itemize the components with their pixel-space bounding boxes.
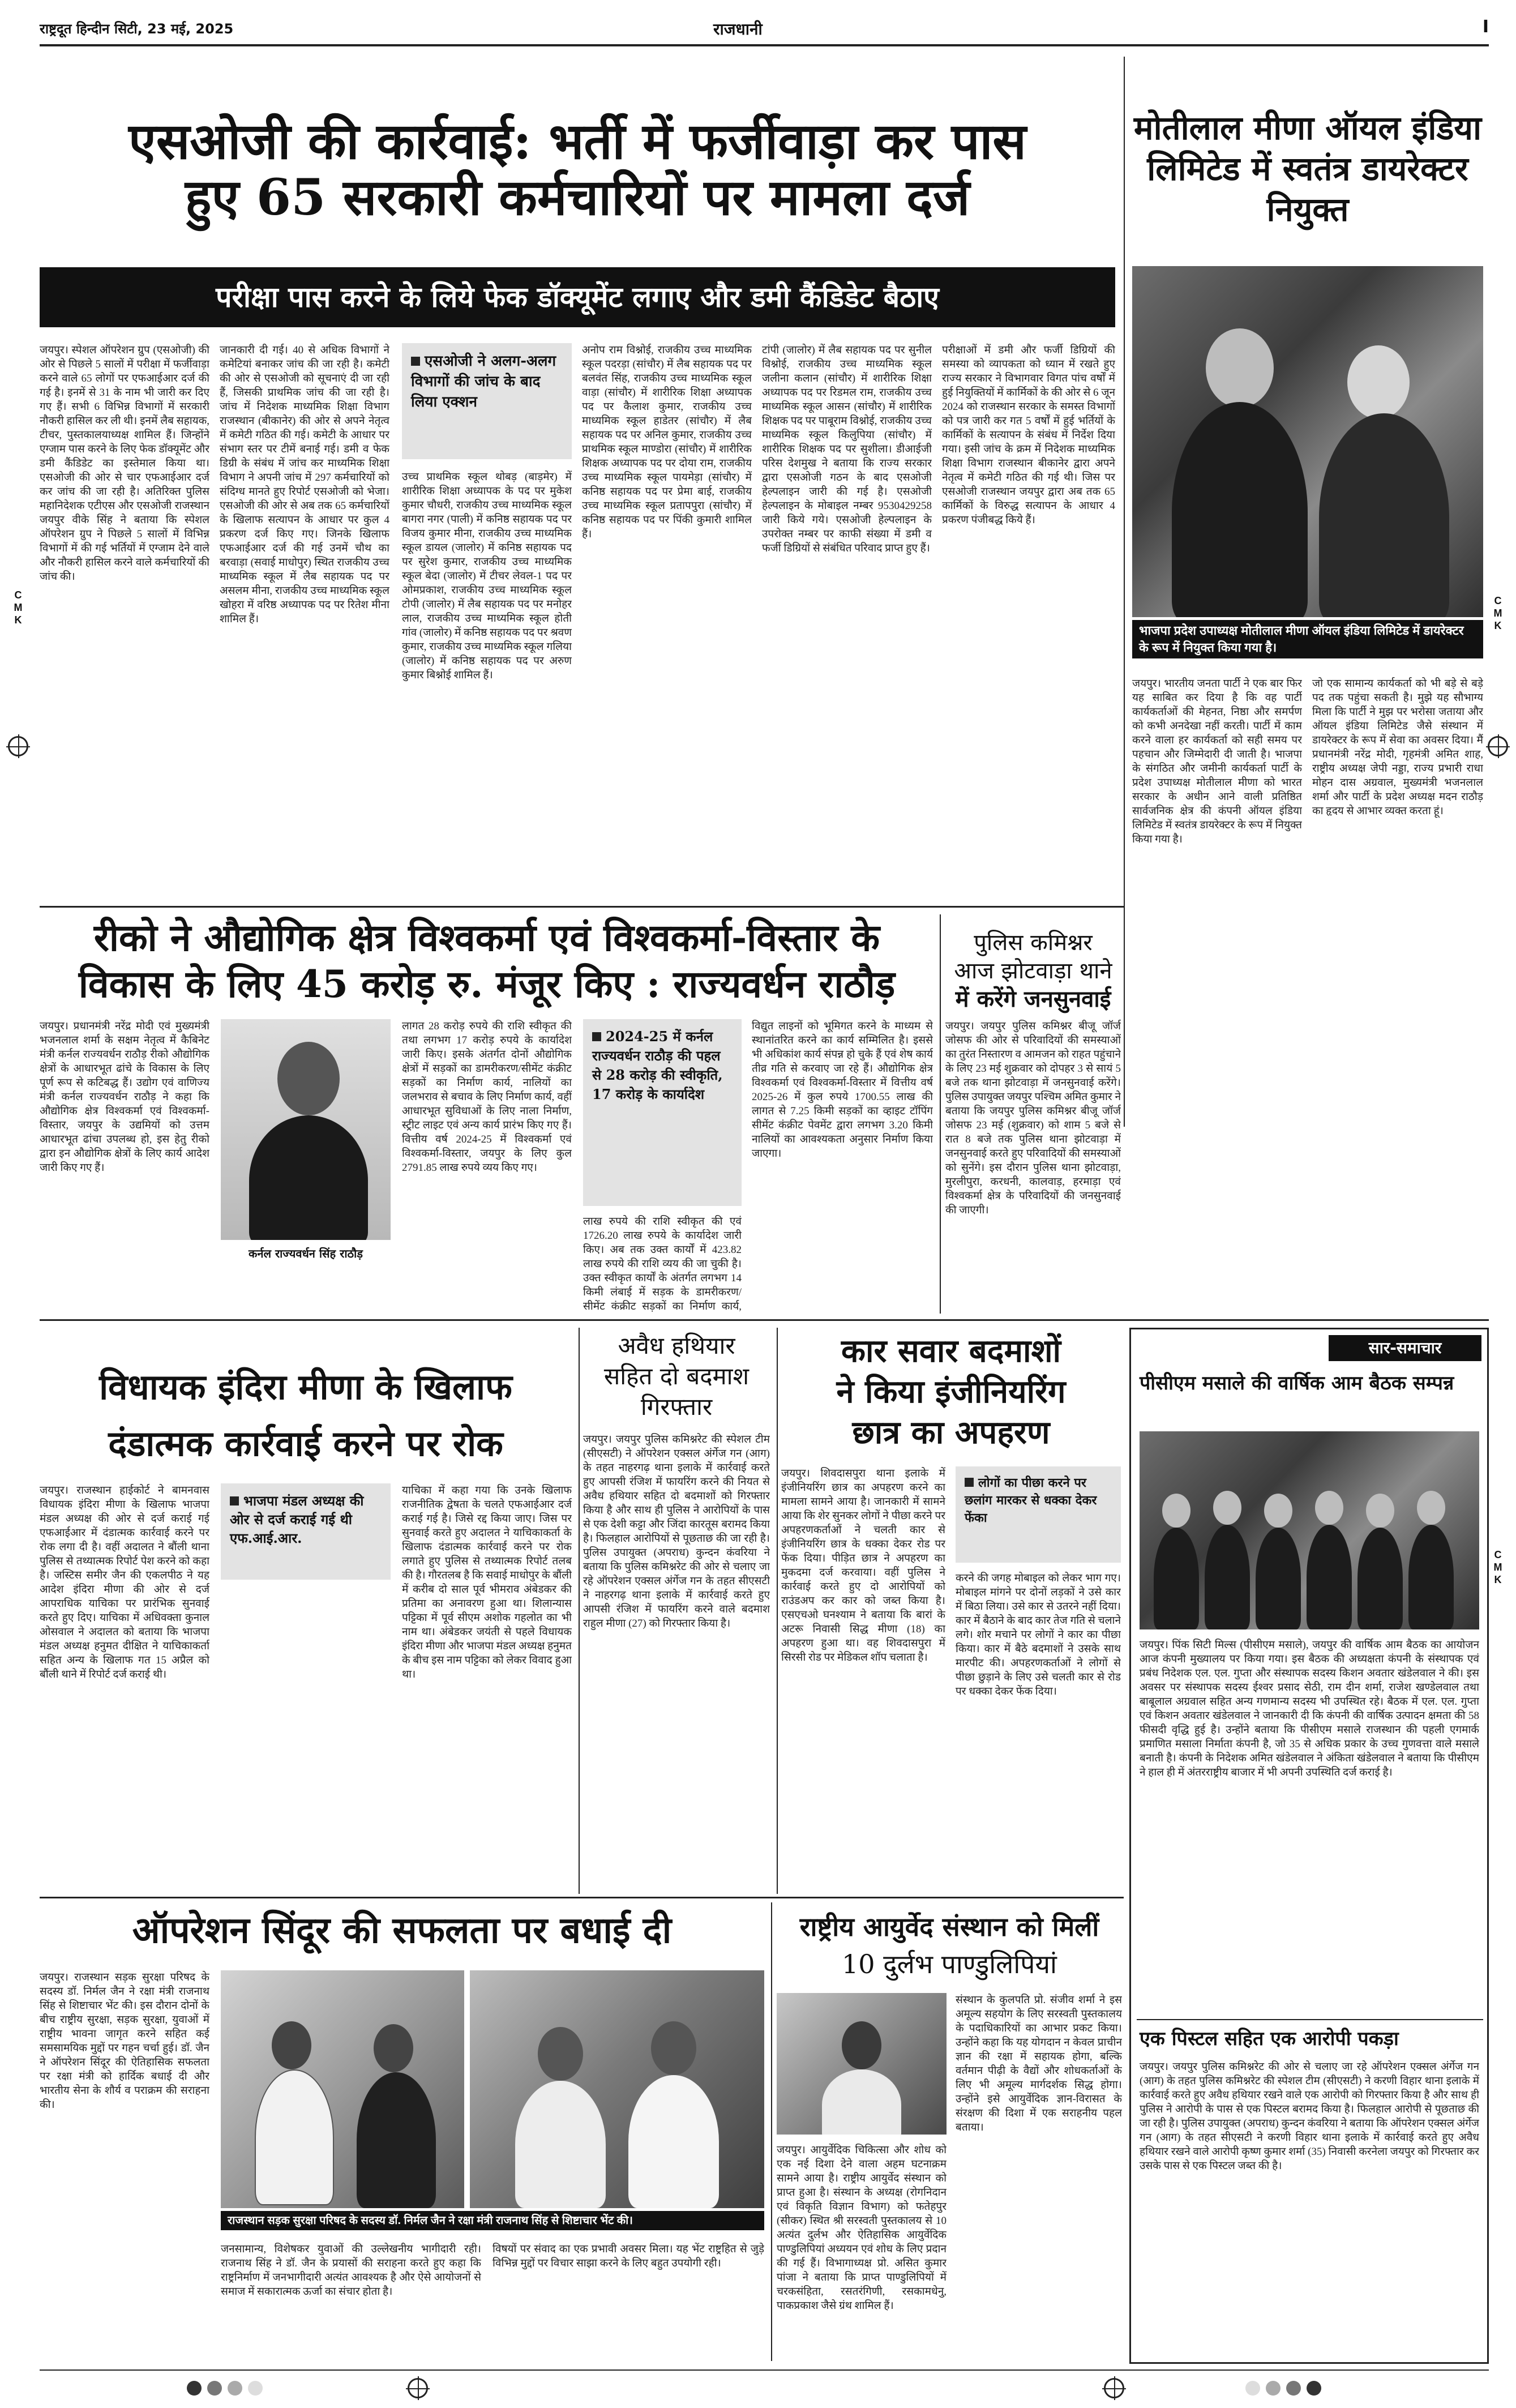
story3-col4: विद्युत लाइनों को भूमिगत करने के माध्यम से स्थानांतरित करने का कार्य सम्मिलित है। इससे भी अधिकांश कार्य संपन्न हो चुके हैं एवं शेष कार्य तीव्र गति से करवाए जा रहे हैं। औद्योगिक क्षेत्र विश्वकर्मा एवं विश्वकर्मा-विस्तार में वित्तीय वर्ष 2025-26 में कुल रुपये 1700.55 लाख की लागत से 7.25 किमी सड़कों का व्हाइट टॉपिंग सीमेंट कंक्रीट पेवमेंट द्वारा लगभग 3.20 किमी नालियों का आवश्यकता अनुसार निर्माण किया जाएगा। (752, 1020, 933, 1160)
registration-mark-right (1488, 736, 1508, 756)
sidebar-divider (1137, 2019, 1483, 2020)
story3-quote: 2024-25 में कर्नल राज्यवर्धन राठौड़ की पहल से 28 करोड़ की स्वीकृति, 17 करोड़ के कार्यादेश (583, 1019, 742, 1206)
story1-col4: अनोप राम विश्नोई, राजकीय उच्च माध्यमिक स्कूल पदरड़ा (सांचौर) में लैब सहायक पद पर बलवंत सिंह, राजकीय उच्च माध्यमिक स्कूल वाड़ा (सांचौर) में शारीरिक शिक्षा अध्यापक पद पर कैलाश कुमार, राजकीय उच्च माध्यमिक स्कूल हाडेतर (सांचौर) में लैब सहायक पद पर अनिल कुमार, राजकीय उच्च प्राथमिक स्कूल माण्डोरा (सांचौर) में शारीरिक शिक्षक अध्यापक पद पर दोया राम, राजकीय उच्च माध्यमिक स्कूल पायमेड़ा (सांचौर) में कनिष्ठ सहायक पद पर प्रेमा बाई, राजकीय उच्च माध्यमिक स्कूल प्रतापपुरा (सांचौर) में कनिष्ठ सहायक पद पर पिंकी कुमारी शामिल हैं। (582, 344, 752, 540)
story9-col1: जयपुर। आयुर्वेदिक चिकित्सा और शोध को एक नई दिशा देने वाला अहम घटनाक्रम सामने आया है। राष्ट्रीय आयुर्वेद संस्थान को प्राप्त हुआ है। संस्थान के अध्यक्ष (रोगनिदान एवं विकृति विज्ञान विभाग) को फतेहपुर (सीकर) स्थित श्री सरस्वती पुस्तकालय से 10 अत्यंत दुर्लभ और ऐतिहासिक आयुर्वेदिक पाण्डुलिपियां अध्ययन एवं शोध के लिए प्रदान की गई हैं। विभागाध्यक्ष प्रो. असित कुमार पांजा ने बताया कि प्राप्त पाण्डुलिपियों में चरकसंहिता, रसतरंगिणी, रसकामधेनु, पाकप्रकाश जैसे ग्रंथ शामिल हैं। (777, 2144, 947, 2312)
story9-photo (777, 1993, 947, 2135)
story8-photo-right (470, 1970, 764, 2208)
story5-headline: विधायक इंदिरा मीणा के खिलाफ दंडात्मक कार्रवाई करने पर रोक (99, 1366, 512, 1464)
section-rule-2 (40, 1319, 1489, 1321)
story1-col2: जानकारी दी गई। 40 से अधिक विभागों ने कमेटियां बनाकर जांच की जा रही है। कमेटी की ओर से एसओजी को सूचनाएं दी जा रही हैं, जिसकी प्राथमिक जांच की जा रही है। जांच में निदेशक माध्यमिक शिक्षा विभाग राजस्थान (बीकानेर) की ओर से अपने नेतृत्व में कमेटी गठित की गई। कमेटी के आधार पर संभाग स्तर पर टीमें बनाई गई। डमी व फेक डिग्री के संबंध में जांच कर माध्यमिक शिक्षा विभाग ने अपनी जांच में 297 कर्मचारियों को संदिग्ध मानते हुए रिपोर्ट एसओजी को भेजा। एसओजी की ओर से अब तक 65 कर्मचारियों के खिलाफ सत्यापन के आधार पर कुल 4 प्रकरण दर्ज किए गए। जिनके खिलाफ एफआईआर दर्ज की गई उनमें चौथ का बरवाड़ा (सवाई माधोपुर) स्थित राजकीय उच्च माध्यमिक स्कूल में लैब सहायक पद पर असलम मीना, राजकीय उच्च माध्यमिक स्कूल खोहरा में वरिष्ठ अध्यापक पद पर रितेश मीना शामिल हैं। (220, 344, 389, 625)
sidebar-item1-headline: पीसीएम मसाले की वार्षिक आम बैठक सम्पन्न (1140, 1372, 1454, 1395)
sidebar-label: सार-समाचार (1329, 1335, 1481, 1361)
story2-col1: जयपुर। भारतीय जनता पार्टी ने एक बार फिर यह साबित कर दिया है कि वह पार्टी कार्यकर्ताओं की मेहनत, निष्ठा और समर्पण को कभी अनदेखा नहीं करती। पार्टी में काम करने वाला हर कार्यकर्ता को सही समय पर पहचान और जिम्मेदारी दी जाती है। भाजपा के संगठित और जमीनी कार्यकर्ता पार्टी के प्रदेश उपाध्यक्ष मोतीलाल मीणा को भारत सरकार के अधीन आने वाली प्रतिष्ठित सार्वजनिक क्षेत्र की कंपनी ऑयल इंडिया लिमिटेड में स्वतंत्र डायरेक्टर के रूप में नियुक्त किया गया है। (1132, 678, 1302, 845)
story7-quote: लोगों का पीछा करने पर छलांग मारकर से धक्का देकर फेंका (956, 1466, 1121, 1563)
registration-mark-bottom-left (408, 2378, 428, 2398)
story3-photo (221, 1019, 391, 1240)
story4-body: जयपुर। जयपुर पुलिस कमिश्नर बीजू जॉर्ज जोसफ की ओर से परिवादियों की समस्याओं का तुरंत निस्तारण व आमजन को राहत पहुंचाने के लिए 23 मई शुक्रवार को दोपहर 3 से सायं 5 बजे तक थाना झोटवाड़ा में जनसुनवाई करेंगे। पुलिस उपायुक्त जयपुर पश्चिम अमित कुमार ने बताया कि जयपुर पुलिस कमिश्नर बीजू जॉर्ज जोसफ 23 मई (शुक्रवार) को शाम 5 बजे से रात 8 बजे तक पुलिस थाना झोटवाड़ा में जनसुनवाई करते हुए परिवादियों की समस्याओं को सुनेंगे। इस दौरान पुलिस थाना झोटवाड़ा, मुरलीपुरा, करधनी, कालवाड़, हरमाड़ा एवं विश्वकर्मा क्षेत्र के परिवादियों की जनसुनवाई की जाएगी। (945, 1020, 1121, 1216)
vertical-rule-c (771, 1902, 772, 2361)
story5-col1: जयपुर। राजस्थान हाईकोर्ट ने बामनवास विधायक इंदिरा मीणा के खिलाफ भाजपा मंडल अध्यक्ष की ओर से दर्ज कराई गई एफआईआर में दंडात्मक कार्रवाई करने पर रोक लगा दी है। वहीं अदालत ने बौंली थाना पुलिस से तथ्यात्मक रिपोर्ट पेश करने को कहा है। जस्टिस समीर जैन की एकलपीठ ने यह आदेश इंदिरा मीणा की ओर से दर्ज आपराधिक याचिका पर प्रारंभिक सुनवाई करते हुए दिए। याचिका में अधिवक्ता कुनाल ओसवाल ने अदालत को बताया कि भाजपा मंडल अध्यक्ष हनुमत दीक्षित ने याचिकाकर्ता सहित अन्य के खिलाफ गत 15 अप्रैल को बौंली थाने में रिपोर्ट दर्ज कराई थी। (40, 1485, 209, 1680)
story6-body: जयपुर। जयपुर पुलिस कमिश्नरेट की स्पेशल टीम (सीएसटी) ने ऑपरेशन एक्सल अंर्गेज गन (आग) के तहत नाहरगढ़ थाना इलाके में कार्रवाई करते हुए आपसी रंजिश में फायरिंग करने की नियत से अवैध हथियार सहित दो बदमाशों को गिरफ्तार किया है और साथ ही पुलिस ने आरोपियों के पास से एक देशी कट्टा और जिंदा कारतूस बरामद किया है। फिलहाल आरोपियों से पूछताछ की जा रही है। पुलिस उपायुक्त (अपराध) कुन्दन कंवरिया ने बताया कि पुलिस कमिश्नरेट की ओर से चलाए जा रहे ऑपरेशन एक्सल अंर्गेज गन के तहत सीएसटी ने नाहरगढ़ थाना इलाके में कार्रवाई करते हुए आपसी रंजिश में फायरिंग करने वाले बदमाश राहुल मीणा (27) को गिरफ्तार किया है। (583, 1434, 770, 1629)
story3-headline: रीको ने औद्योगिक क्षेत्र विश्वकर्मा एवं विश्वकर्मा-विस्तार के विकास के लिए 45 करोड़ रु. मंजूर किए : राज्यवर्धन राठौड़ (78, 916, 896, 1006)
sidebar-item2-headline: एक पिस्टल सहित एक आरोपी पकड़ा (1140, 2028, 1399, 2050)
story1-headline: एसओजी की कार्रवाई: भर्ती में फर्जीवाड़ा कर पास हुए 65 सरकारी कर्मचारियों पर मामला दर्ज (129, 112, 1026, 226)
cmk-left: C M K (14, 589, 23, 626)
sidebar-group-photo (1140, 1431, 1479, 1629)
header-rule (40, 44, 1489, 46)
quote-bullet-icon (230, 1496, 239, 1505)
vertical-rule-right (1124, 57, 1125, 1127)
story3-col3: लाख रुपये की राशि स्वीकृत की एवं 1726.20 लाख रुपये के कार्यादेश जारी किए। अब तक उक्त कार्यों में 423.82 लाख रुपये की राशि व्यय की जा चुकी है। उक्त स्वीकृत कार्यों के अंतर्गत लगभग 14 किमी लंबाई में सड़क के डामरीकरण/सीमेंट कंक्रीट सड़कों का निर्माण कार्य, (583, 1216, 742, 1312)
story3-col1: जयपुर। प्रधानमंत्री नरेंद्र मोदी एवं मुख्यमंत्री भजनलाल शर्मा के सक्षम नेतृत्व में कैबिनेट मंत्री कर्नल राज्यवर्धन राठौड़ रीको औद्योगिक क्षेत्रों के आधारभूत ढांचे के विकास के लिए पूर्ण रूप से कटिबद्ध हैं। उद्योग एवं वाणिज्य मंत्री कर्नल राज्यवर्धन राठौड़ ने कहा कि औद्योगिक क्षेत्र विश्वकर्मा एवं विश्वकर्मा-विस्तार, जयपुर के उद्यमियों को उत्तम आधारभूत ढांचा उपलब्ध हो, इस हेतु रीको द्वारा इन औद्योगिक क्षेत्रों के लिए कार्य आदेश जारी किए गए हैं। (40, 1020, 209, 1174)
vertical-rule-a (579, 1328, 580, 1894)
story2-caption: भाजपा प्रदेश उपाध्यक्ष मोतीलाल मीणा ऑयल इंडिया लिमिटेड में डायरेक्टर के रूप में नियुक्त किया गया है। (1132, 620, 1483, 658)
section-rule-1 (40, 906, 1124, 908)
quote-bullet-icon (965, 1478, 974, 1487)
story1-subhead-bar: परीक्षा पास करने के लिये फेक डॉक्यूमेंट लगाए और डमी कैंडिडेट बैठाए (40, 267, 1115, 327)
story1-col1: जयपुर। स्पेशल ऑपरेशन ग्रुप (एसओजी) की ओर से पिछले 5 सालों में परीक्षा में फर्जीवाड़ा करने वाले 65 लोगों पर एफआईआर दर्ज की गई है। इनमें से 31 के नाम भी जारी कर दिए गए हैं। सभी 6 विभिन्न विभागों में सरकारी नौकरी हासिल कर ली थी। इनमें लैब सहायक, टीचर, पुस्तकालयाध्यक्ष शामिल हैं। जिन्होंने एग्जाम पास करने के लिए फेक डॉक्यूमेंट और डमी कैंडिडेट का इस्तेमाल किया था। एसओजी की ओर से चार एफआईआर दर्ज कर जांच की जा रही है। अतिरिक्त पुलिस महानिदेशक एटीएस और एसओजी राजस्थान जयपुर वीके सिंह ने बताया कि स्पेशल ऑपरेशन ग्रुप ने पिछले 5 सालों में विभिन्न विभागों में की गई भर्तियों में एग्जाम देने वाले और नौकरी हासिल करने वाले कर्मचारियों की जांच की। (40, 344, 209, 583)
sidebar-box (1129, 1328, 1489, 2364)
quote-bullet-icon (592, 1032, 601, 1041)
registration-mark-left (8, 736, 28, 756)
vertical-rule-b (777, 1328, 778, 1894)
story3-col2: लागत 28 करोड़ रुपये की राशि स्वीकृत की तथा लगभग 17 करोड़ रुपये के कार्यादेश जारी किए। इसके अंतर्गत दोनों औद्योगिक क्षेत्रों में सड़कों का डामरीकरण/सीमेंट कंक्रीट सड़कों का निर्माण कार्य, नालियों का जलभराव से बचाव के लिए निर्माण कार्य, वहीं आधारभूत सुविधाओं के लिए नाला निर्माण, स्ट्रीट लाइट एवं अन्य कार्य प्रारंभ किए गए हैं। वित्तीय वर्ष 2024-25 में विश्वकर्मा एवं विश्वकर्मा-विस्तार, जयपुर के लिए कुल 2791.85 लाख रुपये व्यय किए गए। (402, 1020, 572, 1174)
cmk-right-lower: C M K (1493, 1549, 1502, 1585)
footer-rule (40, 2369, 1489, 2371)
story4-headline: पुलिस कमिश्नर आज झोटवाड़ा थाने में करेंगे जनसुनवाई (954, 930, 1112, 1012)
footer-color-dots-left (187, 2381, 268, 2398)
story7-headline: कार सवार बदमाशों ने किया इंजीनियरिंग छात्र का अपहरण (836, 1332, 1066, 1451)
section-rule-3 (40, 1897, 1124, 1898)
story2-photo (1132, 266, 1483, 617)
story1-col5: टांपी (जालोर) में लैब सहायक पद पर सुनील विश्नोई, राजकीय उच्च माध्यमिक स्कूल जलीना कलान (सांचौर) में शारीरिक शिक्षा अध्यापक पद पर रिडमल राम, राजकीय उच्च माध्यमिक स्कूल आसन (सांचौर) में शारीरिक शिक्षक पद पर पाबूराम विश्नोई, राजकीय उच्च माध्यमिक स्कूल किलुपिया (सांचौर) में शारीरिक शिक्षक पद पर सुशीला। डीआईजी परिस देशमुख ने बताया कि राज्य सरकार द्वारा एसओजी गठन के बाद एसओजी हेल्पलाइन जारी की गई है। एसओजी हेल्पलाइन के मोबाइल नम्बर 9530429258 जारी किये गये। एसओजी हेल्पलाइन के उपरोक्त नम्बर पर काफी संख्या में डमी व फर्जी डिग्रियों से संबंधित परिवाद प्राप्त हुए हैं। (762, 344, 932, 554)
footer-color-dots-right (1245, 2381, 1327, 2398)
story5-quote: भाजपा मंडल अध्यक्ष की ओर से दर्ज कराई गई थी एफ.आई.आर. (221, 1483, 391, 1580)
story2-headline: मोतीलाल मीणा ऑयल इंडिया लिमिटेड में स्वतंत्र डायरेक्टर नियुक्त (1133, 109, 1482, 229)
sidebar-item2-body: जयपुर। जयपुर पुलिस कमिश्नरेट की ओर से चलाए जा रहे ऑपरेशन एक्सल अंर्गेज गन (आग) के तहत पुलिस कमिश्नरेट की स्पेशल टीम (सीएसटी) ने करणी विहार थाना इलाके में कार्रवाई करते हुए अवैध हथियार रखने वाले एक आरोपी को गिरफ्तार किया है और साथ ही पुलिस ने आरोपी के पास से एक पिस्टल बरामद किया है। फिलहाल आरोपी से पूछताछ की जा रही है। पुलिस उपायुक्त (अपराध) कुन्दन कंवरिया ने बताया कि ऑपरेशन एक्सल अंर्गेज गन (आग) के तहत सीएसटी ने करणी विहार थाना इलाके में कार्रवाई करते हुए अवैध हथियार रखने वाले आरोपी कृष्ण कुमार शर्मा (35) निवासी करनेला जयपुर को गिरफ्तार कर उसके पास से एक पिस्टल जब्त की है। (1140, 2061, 1479, 2172)
page-header (40, 16, 1489, 39)
story8-caption: राजस्थान सड़क सुरक्षा परिषद के सदस्य डॉ. निर्मल जैन ने रक्षा मंत्री राजनाथ सिंह से शिष्टाचार भेंट की। (221, 2211, 764, 2230)
section-name: राजधानी (713, 20, 763, 39)
story7-col1: जयपुर। शिवदासपुरा थाना इलाके में इंजीनियरिंग छात्र का अपहरण करने का मामला सामने आया है। जानकारी में सामने आया कि शेर सुनकर लोगों ने पीछा करने पर अपहरणकर्ताओं ने चलती कार से इंजीनियरिंग छात्र के धक्का देकर रोड पर फेंक दिया। पीड़ित छात्र ने अपहरण का मुकदमा दर्ज करवाया। वहीं पुलिस ने कार्रवाई करते हुए दो आरोपियों को राउंडअप कर कार को जब्त किया है। एसएचओ घनश्याम ने बताया कि बारां के अटरू निवासी सिद्ध मीणा (18) का अपहरण हुआ था। वह शिवदासपुरा में सिरसी रोड पर मेडिकल शॉप चलाता है। (781, 1468, 945, 1663)
story5-col2: याचिका में कहा गया कि उनके खिलाफ राजनीतिक द्वेषता के चलते एफआईआर दर्ज कराई गई है। जिसे रद्द किया जाए। जिस पर सुनवाई करते हुए अदालत ने याचिकाकर्ता के खिलाफ दंडात्मक कार्रवाई करने पर रोक लगाते हुए पुलिस से तथ्यात्मक रिपोर्ट तलब की है। गौरतलब है कि सवाई माधोपुर के बौंली में करीब दो साल पूर्व भीमराव अंबेडकर की प्रतिमा का अनावरण हुआ था। शिलान्यास पट्टिका में पूर्व सीएम अशोक गहलोत का भी नाम था। अंबेडकर जयंती से पहले विधायक इंदिरा मीणा और भाजपा मंडल अध्यक्ष हनुमत के बीच इस नाम पट्टिका को लेकर विवाद हुआ था। (402, 1485, 572, 1680)
story8-col3: विषयों पर संवाद का एक प्रभावी अवसर मिला। यह भेंट राष्ट्रहित से जुड़े विभिन्न मुद्दों पर विचार साझा करने के लिए बहुत उपयोगी रही। (493, 2243, 764, 2269)
story8-headline: ऑपरेशन सिंदूर की सफलता पर बधाई दी (132, 1909, 672, 1952)
vertical-rule-mid (940, 914, 941, 1314)
registration-mark-bottom-right (1104, 2378, 1124, 2398)
sidebar-item1-body: जयपुर। पिंक सिटी मिल्स (पीसीएम मसाले), जयपुर की वार्षिक आम बैठक का आयोजन आज कंपनी मुख्यालय पर किया गया। इस बैठक की अध्यक्षता कंपनी के संस्थापक एवं प्रबंध निदेशक एल. एल. गुप्ता और संस्थापक सदस्य किशन अवतार खंडेलवाल ने की। इस अवसर पर संस्थापक सदस्य ईश्वर प्रसाद सेठी, राम दीन शर्मा, राजेश खण्डेलवाल तथा बाबूलाल अग्रवाल सहित अन्य गणमान्य सदस्य भी उपस्थित रहे। बैठक में एल. एल. गुप्ता एवं किशन अवतार खंडेलवाल ने जानकारी दी कि कंपनी की वार्षिक उत्पादन क्षमता की 58 फीसदी वृद्धि हुई है। उन्होंने बताया कि पीसीएम मसाले राजस्थान की पहली एगमार्क प्रमाणित मसाला निर्माता कंपनी है, जो 35 से अधिक प्रकार के उच्च गुणवत्ता वाले मसाले बनाती है। कंपनी के निदेशक अमित खंडेलवाल ने अंकिता खंडेलवाल ने बताया कि पीसीएम ने हाल ही में अंतरराष्ट्रीय बाजार में भी अपनी उपस्थिति दर्ज कराई है। (1140, 1639, 1479, 1778)
story1-col6: परीक्षाओं में डमी और फर्जी डिग्रियों की समस्या को व्यापकता को ध्यान में रखते हुए राज्य सरकार ने विभागवार विगत पांच वर्षों में हुई नियुक्तियों में कार्मिकों के की ओर से 6 जून 2024 को राजस्थान सरकार के समस्त विभागों को पत्र जारी कर गत 5 वर्षों में हुई भर्तियों के कार्मिकों के सत्यापन के संबंध में निर्देश दिया गया। इसी जांच के क्रम में निदेशक माध्यमिक शिक्षा विभाग राजस्थान बीकानेर द्वारा अपने नेतृत्व में कमेटी गठित की गई थी। जिस पर एसओजी राजस्थान जयपुर द्वारा अब तक 65 कार्मिकों के विरुद्ध सत्यापन के आधार 4 प्रकरण पंजीबद्ध किये हैं। (942, 344, 1115, 526)
quote-bullet-icon (411, 357, 420, 366)
paper-date: राष्ट्रदूत हिन्दीन सिटी, 23 मई, 2025 (40, 21, 234, 37)
story9-col2: संस्थान के कुलपति प्रो. संजीव शर्मा ने इस अमूल्य सहयोग के लिए सरस्वती पुस्तकालय के पदाधिकारियों का आभार प्रकट किया। उन्होंने कहा कि यह योगदान न केवल प्राचीन ज्ञान की रक्षा में सहायक होगा, बल्कि वर्तमान पीढ़ी के वैद्यों और शोधकर्ताओं के लिए भी अमूल्य मार्गदर्शक सिद्ध होगा। उन्होंने इसे आयुर्वेदिक ज्ञान-विरासत के संरक्षण की दिशा में एक सराहनीय पहल बताया। (956, 1994, 1122, 2133)
story7-col2: करने की जगह मोबाइल को लेकर भाग गए। मोबाइल मांगने पर दोनों लड़कों ने उसे कार में बिठा लिया। उसे कार से उतरने नहीं दिया। कार में बैठाने के बाद कार तेज गति से चलाने लगे। शोर मचाने पर लोगों ने कार का पीछा किया। कार में बैठे बदमाशों ने उसके साथ मारपीट की। अपहरणकर्ताओं ने लोगों से पीछा छुड़ाने के लिए उसे चलती कार से रोड पर धक्का देकर फेंक दिया। (956, 1572, 1121, 1697)
story8-col1: जयपुर। राजस्थान सड़क सुरक्षा परिषद के सदस्य डॉ. निर्मल जैन ने रक्षा मंत्री राजनाथ सिंह से शिष्टाचार भेंट की। इस दौरान दोनों के बीच राष्ट्रीय सुरक्षा, सड़क सुरक्षा, युवाओं में राष्ट्रीय भावना जागृत करने सहित कई समसामयिक मुद्दों पर गहन चर्चा हुई। डॉ. जैन ने ऑपरेशन सिंदूर की ऐतिहासिक सफलता पर रक्षा मंत्री को हार्दिक बधाई दी और भारतीय सेना के शौर्य व पराक्रम की सराहना की। (40, 1971, 209, 2111)
cmk-right: C M K (1493, 595, 1502, 631)
story8-col2: जनसामान्य, विशेषकर युवाओं की उल्लेखनीय भागीदारी रही। राजनाथ सिंह ने डॉ. जैन के प्रयासों की सराहना करते हुए कहा कि राष्ट्रनिर्माण में जनभागीदारी अत्यंत आवश्यक है और ऐसे आयोजनों से समाज में सकारात्मक ऊर्जा का संचार होता है। (221, 2243, 481, 2298)
page-number: I (1482, 17, 1489, 37)
story6-headline: अवैध हथियार सहित दो बदमाश गिरफ्तार (603, 1332, 750, 1421)
story3-caption: कर्नल राज्यवर्धन सिंह राठौड़ (248, 1247, 363, 1260)
story1-col3: उच्च प्राथमिक स्कूल थोबड़ (बाड़मेर) में शारीरिक शिक्षा अध्यापक के पद पर मुकेश कुमार चौधरी, राजकीय उच्च माध्यमिक स्कूल बागरा नगर (पाली) में कनिष्ठ सहायक पद पर विजय कुमार मीना, राजकीय उच्च माध्यमिक स्कूल डायल (जालोर) में कनिष्ठ सहायक पद पर सुरेश कुमार, राजकीय उच्च माध्यमिक स्कूल बेदा (जालोर) में टीचर लेवल-1 पद पर ओमप्रकाश, राजकीय उच्च माध्यमिक स्कूल टोपी (जालोर) में लैब सहायक पद पर मनोहर लाल, राजकीय उच्च माध्यमिक स्कूल होती गांव (जालोर) में कनिष्ठ सहायक पद पर श्रवण कुमार, राजकीय उच्च माध्यमिक स्कूल गलिया (जालोर) में कनिष्ठ सहायक पद पर अरुण कुमार बिश्नोई शामिल हैं। (402, 471, 572, 681)
story9-headline: राष्ट्रीय आयुर्वेद संस्थान को मिलीं 10 दुर्लभ पाण्डुलिपियां (799, 1911, 1099, 1979)
story2-col2: जो एक सामान्य कार्यकर्ता को भी बड़े से बड़े पद तक पहुंचा सकती है। मुझे यह सौभाग्य मिला कि पार्टी ने मुझ पर भरोसा जताया और ऑयल इंडिया लिमिटेड जैसे संस्थान में डायरेक्टर के रूप में सेवा का अवसर दिया। मैं प्रधानमंत्री नरेंद्र मोदी, गृहमंत्री अमित शाह, राष्ट्रीय अध्यक्ष जेपी नड्डा, राज्य प्रभारी राधा मोहन दास अग्रवाल, मुख्यमंत्री भजनलाल शर्मा और पार्टी के प्रदेश अध्यक्ष मदन राठौड़ का हृदय से आभार व्यक्त करता हूं। (1312, 678, 1483, 817)
story8-photo-left (221, 1970, 464, 2208)
story1-quote: एसओजी ने अलग-अलग विभागों की जांच के बाद लिया एक्शन (402, 343, 572, 459)
